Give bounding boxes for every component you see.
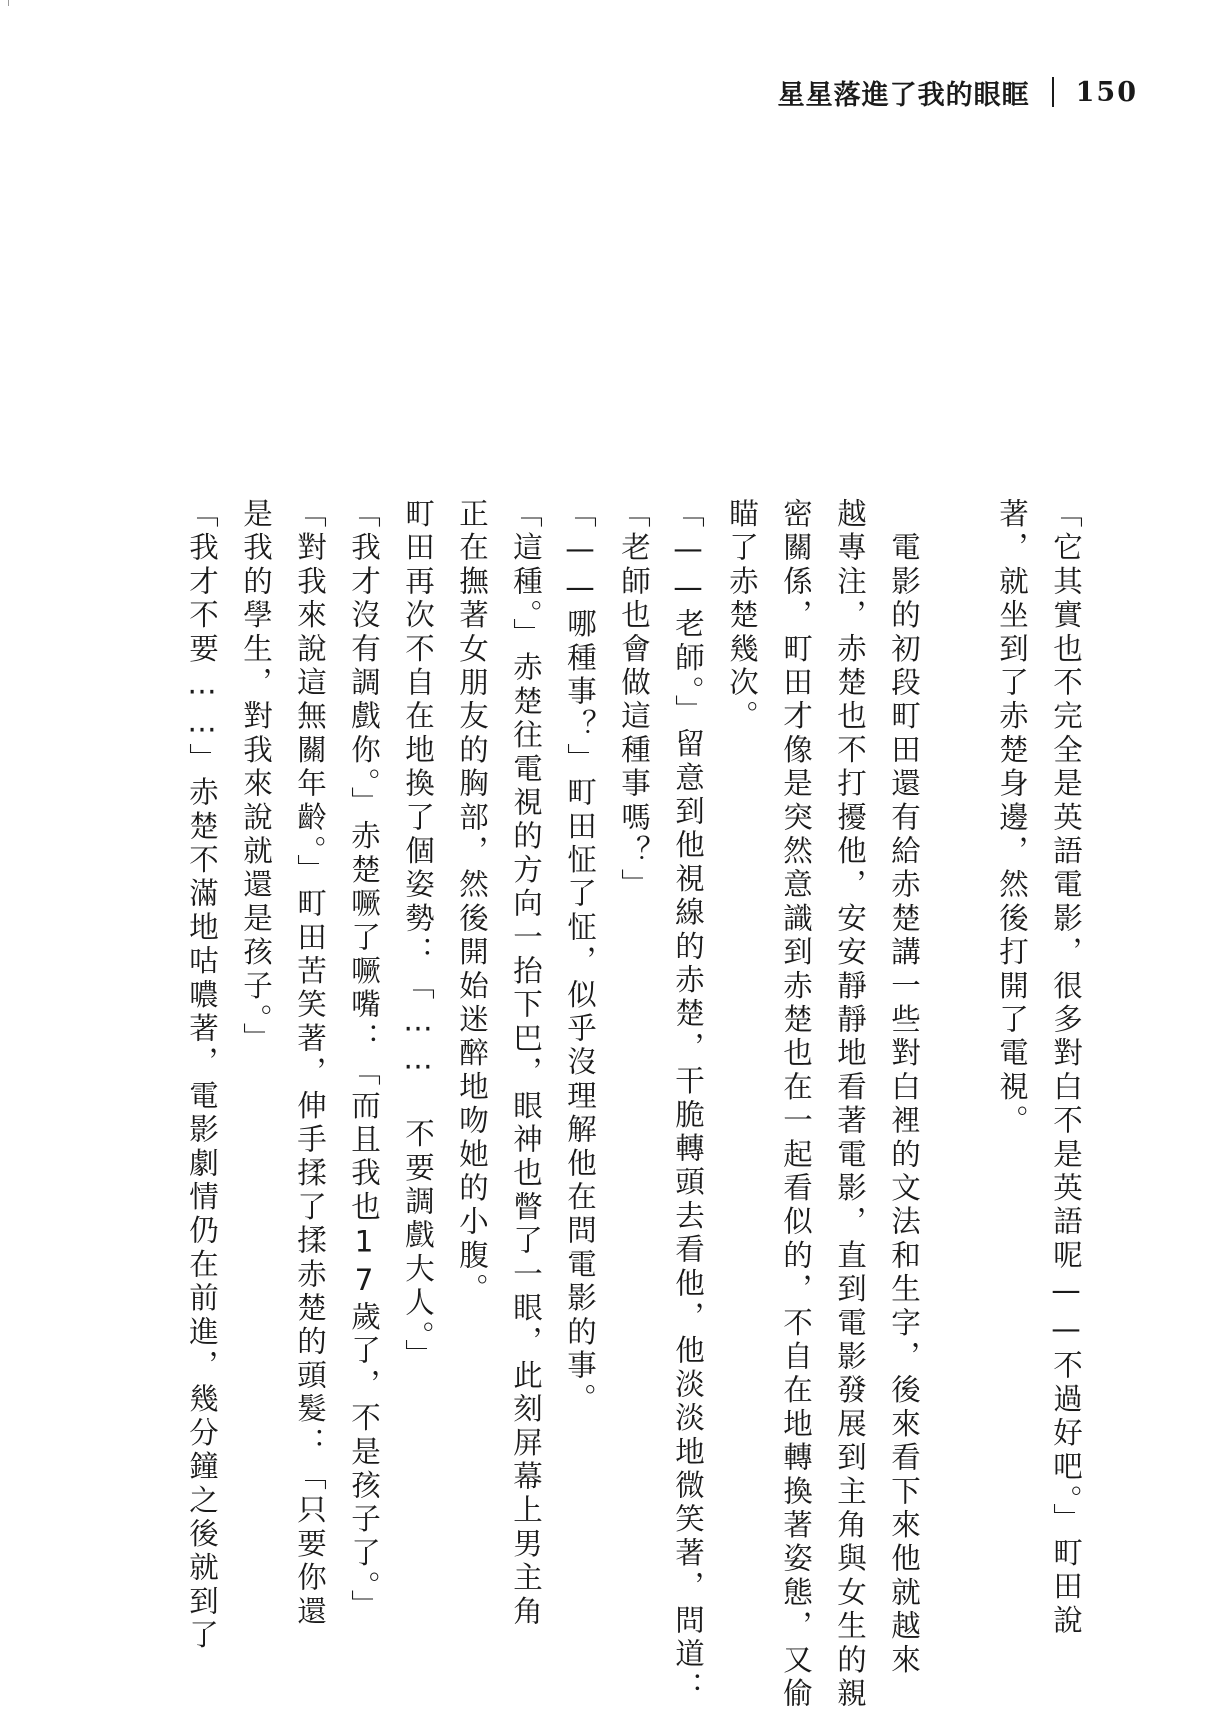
text-column: 是我的學生，對我來說就還是孩子。」 — [239, 498, 273, 1057]
text-column: 町田再次不自在地換了個姿勢：「…… 不要調戲大人。」 — [401, 498, 435, 1373]
book-title: 星星落進了我的眼眶 — [777, 79, 1030, 111]
text-column: 「它其實也不完全是英語電影，很多對白不是英語呢——不過好吧。」町田說 — [1049, 498, 1083, 1639]
text-column: 「老師也會做這種事嗎？」 — [617, 498, 651, 903]
text-column: 「這種。」赤楚往電視的方向一抬下巴，眼神也瞥了一眼，此刻屏幕上男主角 — [509, 498, 543, 1630]
vertical-text-body — [125, 498, 1085, 1711]
text-column: 越專注，赤楚也不打擾他，安安靜靜地看著電影，直到電影發展到主角與女生的親 — [833, 498, 867, 1711]
text-column: 「——哪種事？」町田怔了怔，似乎沒理解他在問電影的事。 — [563, 498, 597, 1417]
text-column: 電影的初段町田還有給赤楚講一些對白裡的文法和生字，後來看下來他就越來 — [887, 498, 921, 1678]
text-column: 瞄了赤楚幾次。 — [725, 498, 759, 734]
text-column — [939, 498, 977, 1543]
text-column: 正在撫著女朋友的胸部，然後開始迷醉地吻她的小腹。 — [455, 498, 489, 1307]
running-header — [778, 70, 1138, 114]
page-corner-mark — [8, 0, 9, 6]
text-column: 「我才不要……」赤楚不滿地咕噥著，電影劇情仍在前進，幾分鐘之後就到了 — [185, 498, 219, 1653]
page-number: 150 — [1075, 76, 1138, 108]
text-column: 密關係，町田才像是突然意識到赤楚也在一起看似的，不自在地轉換著姿態，又偷 — [779, 498, 813, 1711]
text-column: 著，就坐到了赤楚身邊，然後打開了電視。 — [995, 498, 1029, 1139]
text-column: 「我才沒有調戲你。」赤楚噘了噘嘴：「而且我也17歲了，不是孩子了。」 — [347, 498, 381, 1624]
text-column: 「——老師。」留意到他視線的赤楚，干脆轉頭去看他，他淡淡地微笑著，問道： — [671, 498, 705, 1706]
text-column: 「對我來說這無關年齡。」町田苦笑著，伸手揉了揉赤楚的頭髮：「只要你還 — [293, 498, 327, 1630]
header-separator — [1052, 77, 1054, 107]
